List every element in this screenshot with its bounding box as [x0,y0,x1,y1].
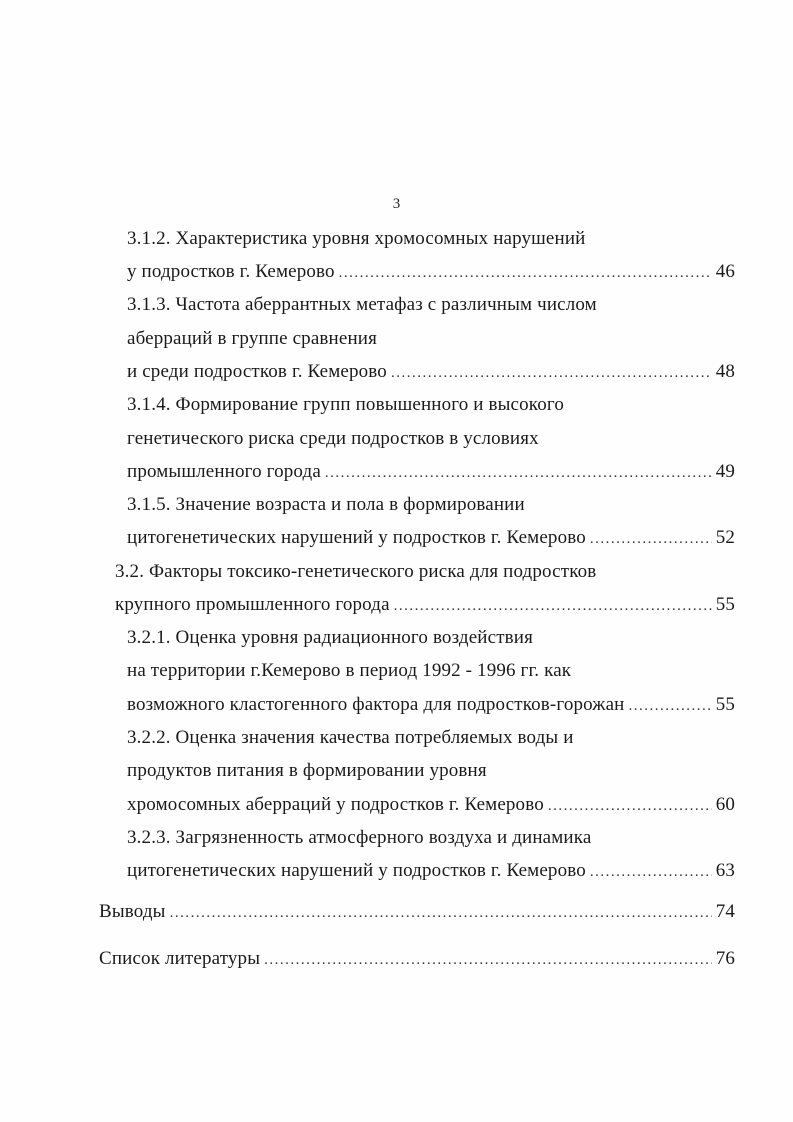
toc-page: 52 [715,527,735,548]
toc-entry-3-2-2 [127,793,735,818]
toc-line: цитогенетических нарушений у подростков г. Кемерово [127,860,586,881]
dot-leader [339,261,712,285]
toc-line: аберраций в группе сравнения [127,328,377,349]
toc-line: возможного кластогенного фактора для подростков-горожан [127,694,625,715]
toc-entry-3-2-3 [127,859,735,884]
dot-leader [590,527,712,551]
toc-page: 74 [715,901,735,922]
toc-page: 55 [715,694,735,715]
toc-entry-3-2 [115,593,735,618]
toc-line: хромосомных аберраций у подростков г. Кемерово [127,794,544,815]
toc-page: 60 [715,794,735,815]
toc-entry-3-2-1 [127,693,735,718]
toc-page: 55 [715,594,735,615]
toc-entry-3-1-5 [127,526,735,551]
toc-line: 3.2.2. Оценка значения качества потребляемых воды и [127,727,574,748]
toc-entry-conclusions [99,900,735,925]
page-number: 3 [392,196,401,212]
toc-line: на территории г.Кемерово в период 1992 - 1996 гг. как [127,660,572,681]
dot-leader [325,461,712,485]
toc-line: промышленного города [127,461,321,482]
toc-entry-3-1-4 [127,460,735,485]
toc-entry-3-1-3 [127,360,735,385]
toc-line: 3.2.1. Оценка уровня радиационного воздействия [127,627,533,648]
toc-page: 48 [715,361,735,382]
toc-entry-3-1-2 [127,260,735,285]
toc-line: у подростков г. Кемерово [127,261,335,282]
dot-leader [394,594,712,618]
dot-leader [590,860,712,884]
toc-line: Список литературы [99,948,261,969]
toc-line: Выводы [99,901,166,922]
toc-page: 63 [715,860,735,881]
toc-line: 3.2.3. Загрязненность атмосферного воздуха и динамика [127,827,592,848]
dot-leader [629,694,712,718]
toc-page: 76 [715,948,735,969]
toc-line: 3.1.5. Значение возраста и пола в формировании [127,494,525,515]
toc-line: 3.1.3. Частота аберрантных метафаз с различным числом [127,294,597,315]
dot-leader [264,948,712,972]
dot-leader [391,361,712,385]
dot-leader [548,794,712,818]
toc-line: продуктов питания в формировании уровня [127,760,487,781]
toc-page: 49 [715,461,735,482]
toc-line: и среди подростков г. Кемерово [127,361,387,382]
toc-page: 46 [715,261,735,282]
toc-line: 3.1.4. Формирование групп повышенного и высокого [127,394,564,415]
toc-entry-references [99,947,735,972]
dot-leader [170,901,712,925]
toc-line: 3.2. Факторы токсико-генетического риска для подростков [115,561,597,582]
toc-line: генетического риска среди подростков в условиях [127,428,539,449]
toc-line: цитогенетических нарушений у подростков г. Кемерово [127,527,586,548]
toc-line: крупного промышленного города [115,594,390,615]
toc-line: 3.1.2. Характеристика уровня хромосомных нарушений [127,228,586,249]
